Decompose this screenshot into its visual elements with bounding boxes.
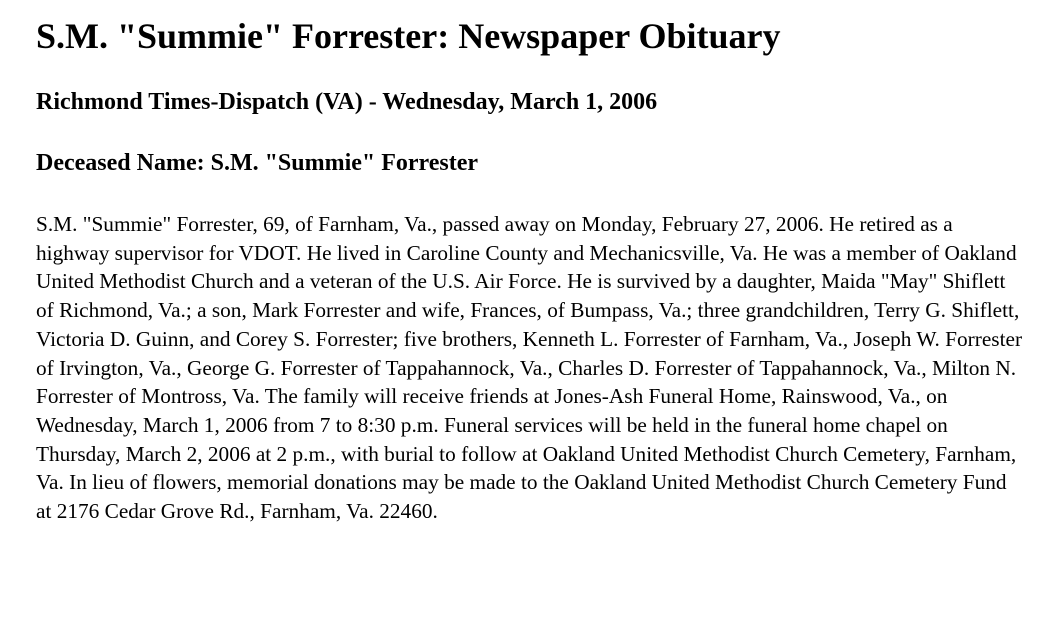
page-title: S.M. "Summie" Forrester: Newspaper Obituary	[36, 16, 781, 56]
obituary-body: S.M. "Summie" Forrester, 69, of Farnham, Va., passed away on Monday, February 27, 2006. He retired as a highway supervisor for VDOT. He lived in Caroline County and Mechanicsville, Va. He was a member of Oakland United Methodist Church and a veteran of the U.S. Air Force. He is survived by a daughter, Maida "May" Shiflett of Richmond, Va.; a son, Mark Forrester and wife, Frances, of Bumpass, Va.; three grandchildren, Terry G. Shiflett, Victoria D. Guinn, and Corey S. Forrester; five brothers, Kenneth L. Forrester of Farnham, Va., Joseph W. Forrester of Irvington, Va., George G. Forrester of Tappahannock, Va., Charles D. Forrester of Tappahannock, Va., Milton N. Forrester of Montross, Va. The family will receive friends at Jones-Ash Funeral Home, Rainswood, Va., on Wednesday, March 1, 2006 from 7 to 8:30 p.m. Funeral services will be held in the funeral home chapel on Thursday, March 2, 2006 at 2 p.m., with burial to follow at Oakland United Methodist Church Cemetery, Farnham, Va. In lieu of flowers, memorial donations may be made to the Oakland United Methodist Church Cemetery Fund at 2176 Cedar Grove Rd., Farnham, Va. 22460.	[36, 212, 1023, 524]
publication-line: Richmond Times-Dispatch (VA) - Wednesday, March 1, 2006	[36, 89, 658, 115]
deceased-name-line: Deceased Name: S.M. "Summie" Forrester	[36, 150, 479, 176]
